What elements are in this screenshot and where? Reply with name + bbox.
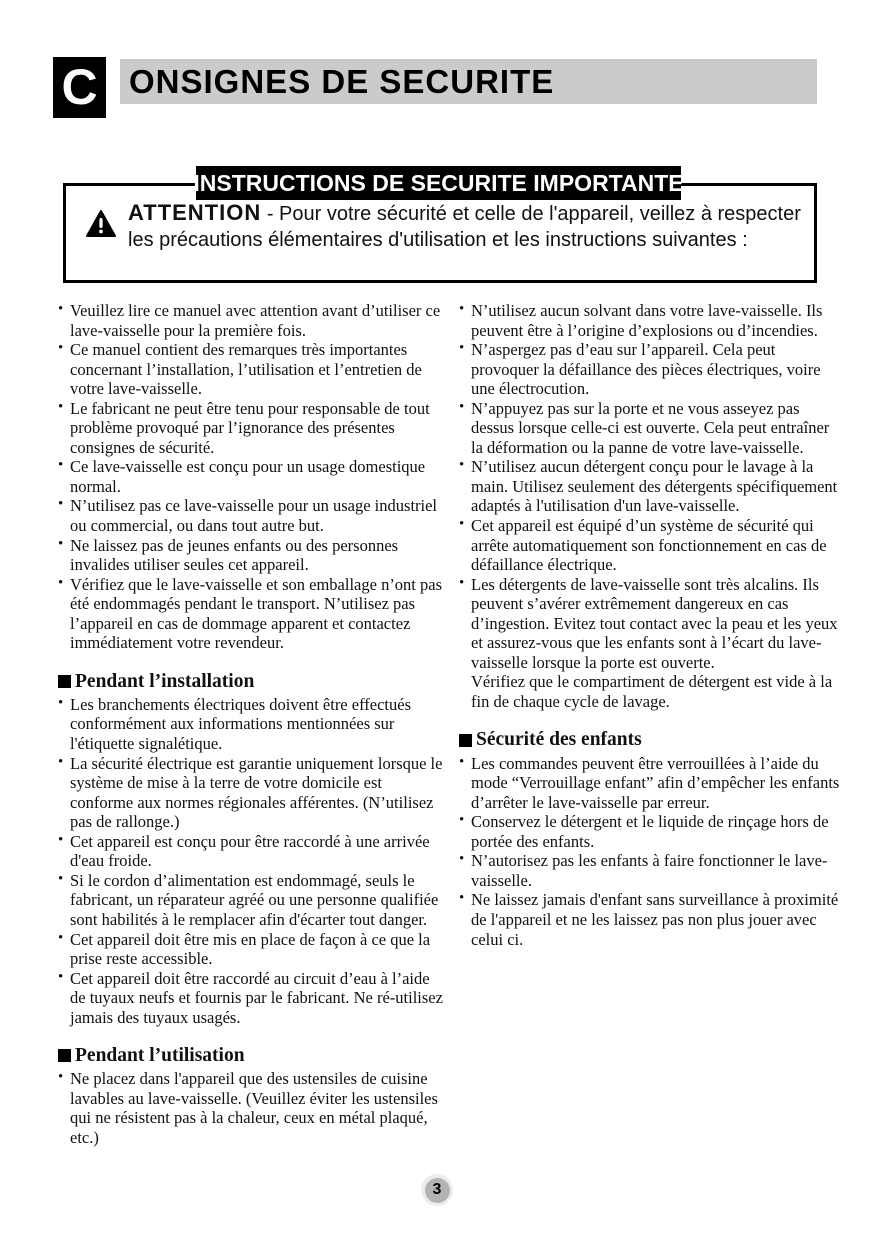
item-text: N’aspergez pas d’eau sur l’appareil. Cela peut provoquer la défaillance des pièces électriques, voire une électrocution. bbox=[471, 340, 821, 399]
bullet-item bbox=[58, 969, 443, 1028]
item-text: La sécurité électrique est garantie uniquement lorsque le système de mise à la terre de votre domicile est conforme aux normes régionales afférentes. (N’utilisez pas de rallonge.) bbox=[70, 753, 443, 832]
bullet-item bbox=[58, 871, 443, 930]
chapter-title-bar bbox=[120, 59, 817, 104]
bullet-item bbox=[58, 340, 443, 399]
bullet-dot-icon: • bbox=[58, 398, 64, 415]
item-text: Conservez le détergent et le liquide de rinçage hors de portée des enfants. bbox=[471, 812, 829, 851]
item-text: Ce manuel contient des remarques très importantes concernant l’installation, l’utilisation et l’entretien de votre lave-vaisselle. bbox=[70, 340, 422, 399]
bullet-item bbox=[58, 695, 443, 754]
item-text: N’appuyez pas sur la porte et ne vous asseyez pas dessus lorsque celle-ci est ouverte. Cela peut entraîner la déformation ou la panne de votre lave-vaisselle. bbox=[471, 398, 830, 457]
item-text: Cet appareil est conçu pour être raccordé à une arrivée d'eau froide. bbox=[70, 831, 430, 871]
bullet-dot-icon: • bbox=[58, 870, 64, 887]
item-text: Ne laissez jamais d'enfant sans surveillance à proximité de l'appareil et ne les laissez pas non plus jouer avec celui ci. bbox=[471, 890, 839, 949]
bullet-dot-icon: • bbox=[58, 457, 64, 474]
bullet-item bbox=[459, 457, 844, 516]
continuation-item bbox=[459, 672, 844, 711]
page-number: 3 bbox=[432, 1181, 442, 1198]
bullet-item bbox=[58, 1069, 443, 1147]
bullet-dot-icon: • bbox=[459, 574, 465, 591]
item-text: Cet appareil doit être raccordé au circuit d’eau à l’aide de tuyaux neufs et fournis par le fabricant. Ne ré-utilisez jamais des tuyaux usagés. bbox=[70, 968, 443, 1027]
bullet-item bbox=[459, 812, 844, 851]
bullet-item bbox=[459, 399, 844, 458]
item-text: Les branchements électriques doivent être effectués conformément aux informations mentionnées sur l'étiquette signalétique. bbox=[70, 694, 411, 754]
right-column bbox=[459, 301, 844, 1148]
section-heading bbox=[58, 670, 443, 693]
page-number-circle bbox=[425, 1178, 450, 1203]
item-text: N’utilisez aucun solvant dans votre lave-vaisselle. Ils peuvent être à l’origine d’explosions ou d’incendies. bbox=[471, 301, 823, 340]
bullet-dot-icon: • bbox=[58, 929, 64, 946]
attention-paragraph bbox=[128, 199, 806, 253]
bullet-item bbox=[459, 575, 844, 673]
item-text: Vérifiez que le lave-vaisselle et son emballage n’ont pas été endommagés pendant le transport. N’utilisez pas l’appareil en cas de dommage apparent et contactez immédiatement votre revendeur. bbox=[70, 574, 443, 653]
bullet-dot-icon: • bbox=[459, 398, 465, 415]
item-text: N’utilisez pas ce lave-vaisselle pour un usage industriel ou commercial, ou dans tout autre but. bbox=[70, 496, 438, 536]
bullet-dot-icon: • bbox=[459, 516, 465, 533]
warning-triangle-icon bbox=[86, 210, 116, 238]
item-text: Veuillez lire ce manuel avec attention avant d’utiliser ce lave-vaisselle pour la première fois. bbox=[70, 301, 441, 340]
chapter-header bbox=[53, 57, 817, 119]
left-column bbox=[58, 301, 443, 1148]
bullet-item bbox=[58, 754, 443, 832]
bullet-dot-icon: • bbox=[58, 753, 64, 770]
page-number-badge bbox=[421, 1174, 453, 1206]
bullet-item bbox=[459, 890, 844, 949]
square-bullet-icon bbox=[58, 1049, 71, 1062]
item-text: Cet appareil doit être mis en place de façon à ce que la prise reste accessible. bbox=[70, 929, 431, 969]
bullet-dot-icon: • bbox=[58, 340, 64, 357]
bullet-item bbox=[58, 832, 443, 871]
item-text: Ne laissez pas de jeunes enfants ou des personnes invalides utiliser seules cet appareil. bbox=[70, 535, 399, 575]
bullet-item bbox=[58, 399, 443, 458]
bullet-dot-icon: • bbox=[459, 753, 465, 770]
bullet-item bbox=[459, 340, 844, 399]
body-columns bbox=[58, 301, 844, 1148]
bullet-dot-icon: • bbox=[58, 694, 64, 711]
bullet-item bbox=[58, 536, 443, 575]
bullet-dot-icon: • bbox=[58, 535, 64, 552]
bullet-item bbox=[58, 457, 443, 496]
bullet-dot-icon: • bbox=[58, 831, 64, 848]
item-text: N’autorisez pas les enfants à faire fonctionner le lave-vaisselle. bbox=[471, 851, 828, 890]
bullet-dot-icon: • bbox=[459, 301, 465, 317]
bullet-item bbox=[459, 851, 844, 890]
bullet-item bbox=[58, 930, 443, 969]
chapter-drop-cap-box bbox=[53, 57, 106, 118]
section-heading-label: Sécurité des enfants bbox=[476, 729, 642, 751]
bullet-dot-icon: • bbox=[459, 340, 465, 357]
chapter-title: ONSIGNES DE SECURITE bbox=[129, 62, 555, 100]
bullet-item bbox=[459, 754, 844, 813]
section-heading bbox=[58, 1044, 443, 1067]
bullet-dot-icon: • bbox=[58, 1069, 64, 1086]
bullet-item bbox=[58, 496, 443, 535]
square-bullet-icon bbox=[58, 675, 71, 688]
bullet-item bbox=[58, 301, 443, 340]
section-heading-label: Pendant l’installation bbox=[75, 670, 255, 692]
item-text: Cet appareil est équipé d’un système de sécurité qui arrête automatiquement son fonctionnement en cas de défaillance électrique. bbox=[471, 516, 827, 575]
chapter-drop-cap: C bbox=[61, 58, 98, 115]
item-text: Vérifiez que le compartiment de détergent est vide à la fin de chaque cycle de lavage. bbox=[471, 672, 833, 711]
item-text: Ne placez dans l'appareil que des ustensiles de cuisine lavables au lave-vaisselle. (Veuillez éviter les ustensiles qui ne résistent pas à la chaleur, ceux en métal plaqué, etc.) bbox=[70, 1069, 438, 1147]
item-text: Le fabricant ne peut être tenu pour responsable de tout problème provoqué par l’ignorance des présentes consignes de sécurité. bbox=[70, 398, 430, 457]
item-text: Si le cordon d’alimentation est endommagé, seuls le fabricant, un réparateur agréé ou une personne qualifiée sont habilités à le remplacer afin d'écarter tout danger. bbox=[70, 870, 439, 929]
attention-text: - Pour votre sécurité et celle de l'appareil, veillez à respecter les précautions élémentaires d'utilisation et les instructions suivantes : bbox=[128, 203, 801, 251]
bullet-dot-icon: • bbox=[459, 457, 465, 474]
bullet-dot-icon: • bbox=[459, 812, 465, 829]
item-text: Les commandes peuvent être verrouillées à l’aide du mode “Verrouillage enfant” afin d’empêcher les enfants d’arrêter le lave-vaisselle par erreur. bbox=[471, 753, 840, 812]
square-bullet-icon bbox=[459, 734, 472, 747]
safety-banner bbox=[193, 166, 684, 200]
item-text: N’utilisez aucun détergent conçu pour le lavage à la main. Utilisez seulement des détergents spécifiquement adaptés à l'utilisation d'un lave-vaisselle. bbox=[471, 457, 838, 516]
bullet-dot-icon: • bbox=[58, 968, 64, 985]
item-text: Ce lave-vaisselle est conçu pour un usage domestique normal. bbox=[70, 457, 426, 496]
bullet-dot-icon: • bbox=[58, 301, 64, 317]
safety-banner-label: INSTRUCTIONS DE SECURITE IMPORTANTE bbox=[193, 169, 684, 196]
item-text: Les détergents de lave-vaisselle sont très alcalins. Ils peuvent s’avérer extrêmement dangereux en cas d’ingestion. Evitez tout contact avec la peau et les yeux et assurez-vous que les enfants sont à l’écart du lave-vaisselle lorsque la porte est ouverte. bbox=[471, 574, 838, 672]
bullet-item bbox=[58, 575, 443, 653]
bullet-dot-icon: • bbox=[58, 574, 64, 591]
bullet-dot-icon: • bbox=[58, 496, 64, 513]
section-heading bbox=[459, 728, 844, 751]
bullet-item bbox=[459, 516, 844, 575]
section-heading-label: Pendant l’utilisation bbox=[75, 1045, 245, 1067]
attention-label: ATTENTION bbox=[128, 200, 262, 225]
bullet-item bbox=[459, 301, 844, 340]
bullet-dot-icon: • bbox=[459, 851, 465, 868]
bullet-dot-icon: • bbox=[459, 890, 465, 907]
